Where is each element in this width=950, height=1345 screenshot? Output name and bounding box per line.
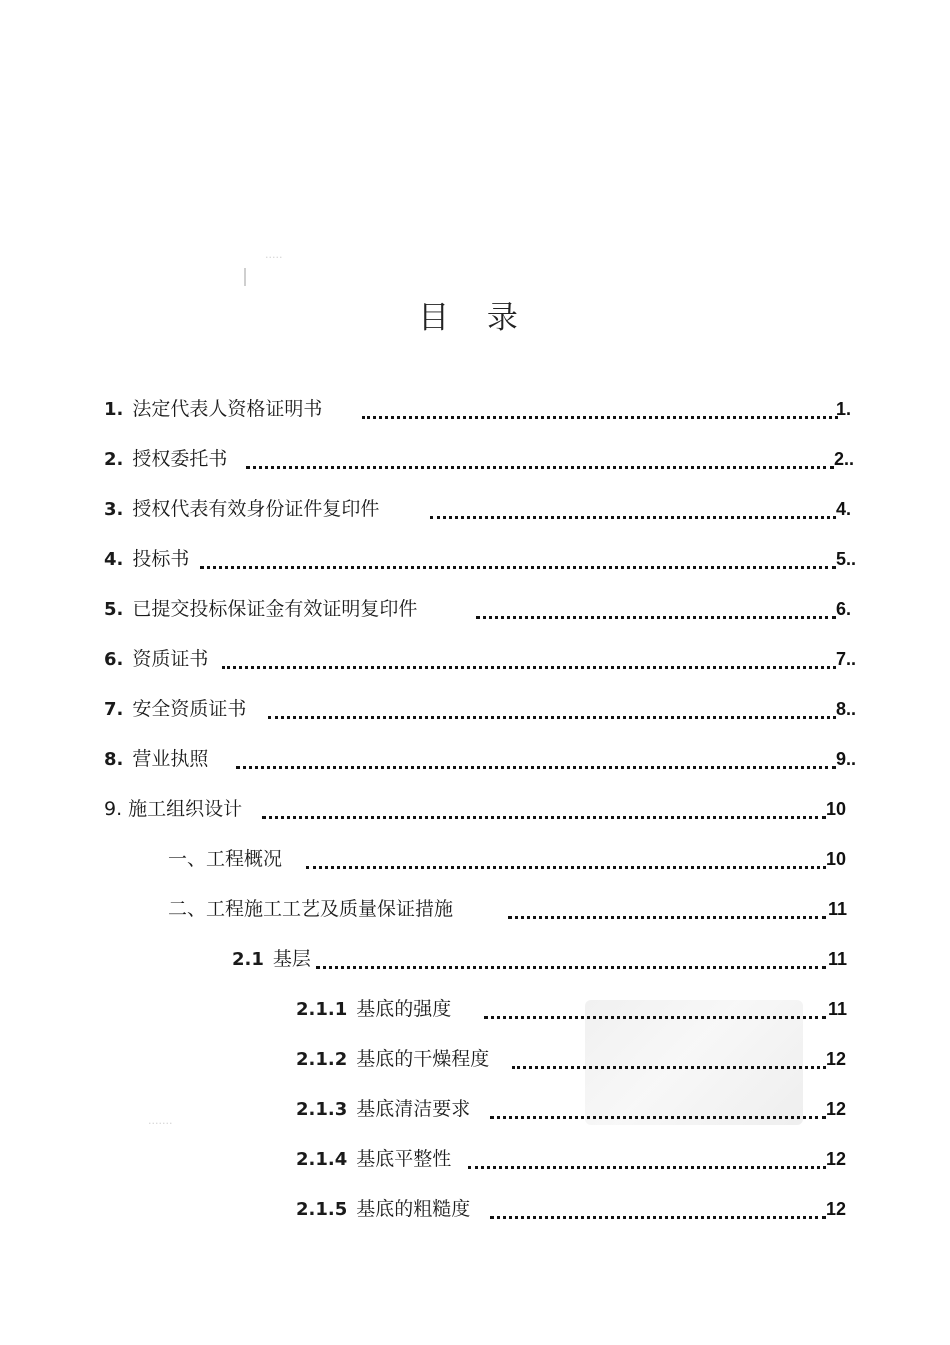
toc-leader-dots	[262, 814, 826, 819]
toc-entry-text: 基底的强度	[356, 998, 452, 1020]
toc-entry-number: 6.	[104, 649, 124, 670]
toc-entry[interactable]	[0, 1195, 950, 1225]
toc-leader-dots	[476, 614, 836, 619]
toc-entry-number: 5.	[104, 599, 124, 620]
toc-entry-text: 9. 施工组织设计	[104, 798, 243, 820]
toc-entry[interactable]	[0, 1145, 950, 1175]
toc-entry-text: 二、工程施工工艺及质量保证措施	[168, 898, 454, 920]
toc-entry-label	[104, 745, 208, 774]
toc-entry-page: 11	[828, 999, 848, 1019]
toc-entry-number: 2.1	[232, 949, 264, 970]
toc-entry-text: 营业执照	[132, 748, 209, 770]
toc-leader-dots	[236, 764, 836, 769]
toc-entry-label	[104, 545, 189, 574]
toc-entry-page: 4.	[836, 499, 852, 519]
toc-entry[interactable]	[0, 495, 950, 525]
toc-entry-text: 投标书	[132, 548, 190, 570]
toc-leader-dots	[430, 514, 836, 519]
toc-entry-text: 基底平整性	[356, 1148, 452, 1170]
toc-entry-text: 基底的干燥程度	[356, 1048, 490, 1070]
toc-entry-label	[296, 1145, 451, 1174]
toc-entry[interactable]	[0, 795, 950, 825]
toc-entry[interactable]	[0, 995, 950, 1025]
toc-entry[interactable]	[0, 1045, 950, 1075]
toc-entry[interactable]	[0, 395, 950, 425]
toc-entry-text: 一、工程概况	[168, 848, 283, 870]
toc-entry-number: 7.	[104, 699, 124, 720]
toc-entry-text: 已提交投标保证金有效证明复印件	[132, 598, 418, 620]
toc-entry-number: 2.1.5	[296, 1199, 348, 1220]
toc-entry[interactable]	[0, 945, 950, 975]
toc-entry-label	[296, 1095, 470, 1124]
toc-entry-page: 12	[826, 1199, 847, 1219]
toc-entry-number: 1.	[104, 399, 124, 420]
toc-entry-page: 12	[826, 1049, 847, 1069]
toc-entry-page: 6.	[836, 599, 852, 619]
toc-entry-page: 5..	[836, 549, 857, 569]
toc-entry-page: 10	[826, 849, 847, 869]
toc-entry-label	[104, 445, 227, 474]
toc-entry[interactable]	[0, 595, 950, 625]
toc-entry-page: 12	[826, 1149, 847, 1169]
toc-entry-page: 12	[826, 1099, 847, 1119]
toc-entry-label	[232, 945, 311, 974]
toc-leader-dots	[508, 914, 826, 919]
toc-entry-text: 法定代表人资格证明书	[132, 398, 323, 420]
toc-entry-number: 2.1.3	[296, 1099, 348, 1120]
faint-mark-bar	[244, 268, 246, 286]
toc-entry-text: 授权代表有效身份证件复印件	[132, 498, 380, 520]
faint-watermark-top: ·····	[265, 251, 283, 264]
toc-leader-dots	[306, 864, 826, 869]
toc-entry-label	[104, 645, 208, 674]
toc-entry-label	[296, 1195, 470, 1224]
toc-leader-dots	[200, 564, 836, 569]
toc-entry-page: 10	[826, 799, 847, 819]
toc-entry[interactable]	[0, 445, 950, 475]
page-title: 目 录	[418, 300, 532, 336]
toc-entry-label	[104, 395, 322, 424]
toc-entry-page: 1.	[836, 399, 852, 419]
toc-leader-dots	[362, 414, 838, 419]
toc-leader-dots	[222, 664, 836, 669]
toc-entry[interactable]	[0, 545, 950, 575]
toc-entry-text: 授权委托书	[132, 448, 228, 470]
toc-entry[interactable]	[0, 895, 950, 925]
toc-leader-dots	[490, 1114, 826, 1119]
toc-entry-number: 2.1.1	[296, 999, 348, 1020]
toc-entry-text: 资质证书	[132, 648, 209, 670]
toc-entry-page: 11	[828, 899, 848, 919]
toc-entry-page: 2..	[834, 449, 855, 469]
toc-entry-number: 2.1.4	[296, 1149, 348, 1170]
toc-leader-dots	[468, 1164, 826, 1169]
toc-entry-number: 4.	[104, 549, 124, 570]
toc-entry-text: 基底清洁要求	[356, 1098, 471, 1120]
toc-entry-number: 3.	[104, 499, 124, 520]
toc-leader-dots	[490, 1214, 826, 1219]
toc-leader-dots	[484, 1014, 826, 1019]
toc-entry[interactable]	[0, 695, 950, 725]
toc-entry-number: 2.1.2	[296, 1049, 348, 1070]
toc-entry-text: 安全资质证书	[132, 698, 247, 720]
toc-entry-text: 基层	[272, 948, 311, 970]
toc-leader-dots	[316, 964, 826, 969]
toc-entry[interactable]	[0, 1095, 950, 1125]
toc-entry-number: 8.	[104, 749, 124, 770]
toc-entry-page: 9..	[836, 749, 857, 769]
faint-watermark-bottom: ·······	[148, 1117, 173, 1130]
toc-entry-page: 11	[828, 949, 848, 969]
toc-leader-dots	[246, 464, 834, 469]
toc-entry-number: 2.	[104, 449, 124, 470]
toc-entry-label	[296, 1045, 489, 1074]
toc-entry-page: 8..	[836, 699, 857, 719]
toc-entry-label	[104, 495, 379, 524]
toc-entry[interactable]	[0, 745, 950, 775]
toc-entry[interactable]	[0, 645, 950, 675]
toc-leader-dots	[512, 1064, 826, 1069]
toc-entry-text: 基底的粗糙度	[356, 1198, 471, 1220]
toc-entry[interactable]	[0, 845, 950, 875]
toc-leader-dots	[268, 714, 836, 719]
toc-entry-label	[296, 995, 451, 1024]
toc-entry-label	[104, 595, 417, 624]
toc-entry-label	[104, 695, 246, 724]
toc-entry-page: 7..	[836, 649, 857, 669]
